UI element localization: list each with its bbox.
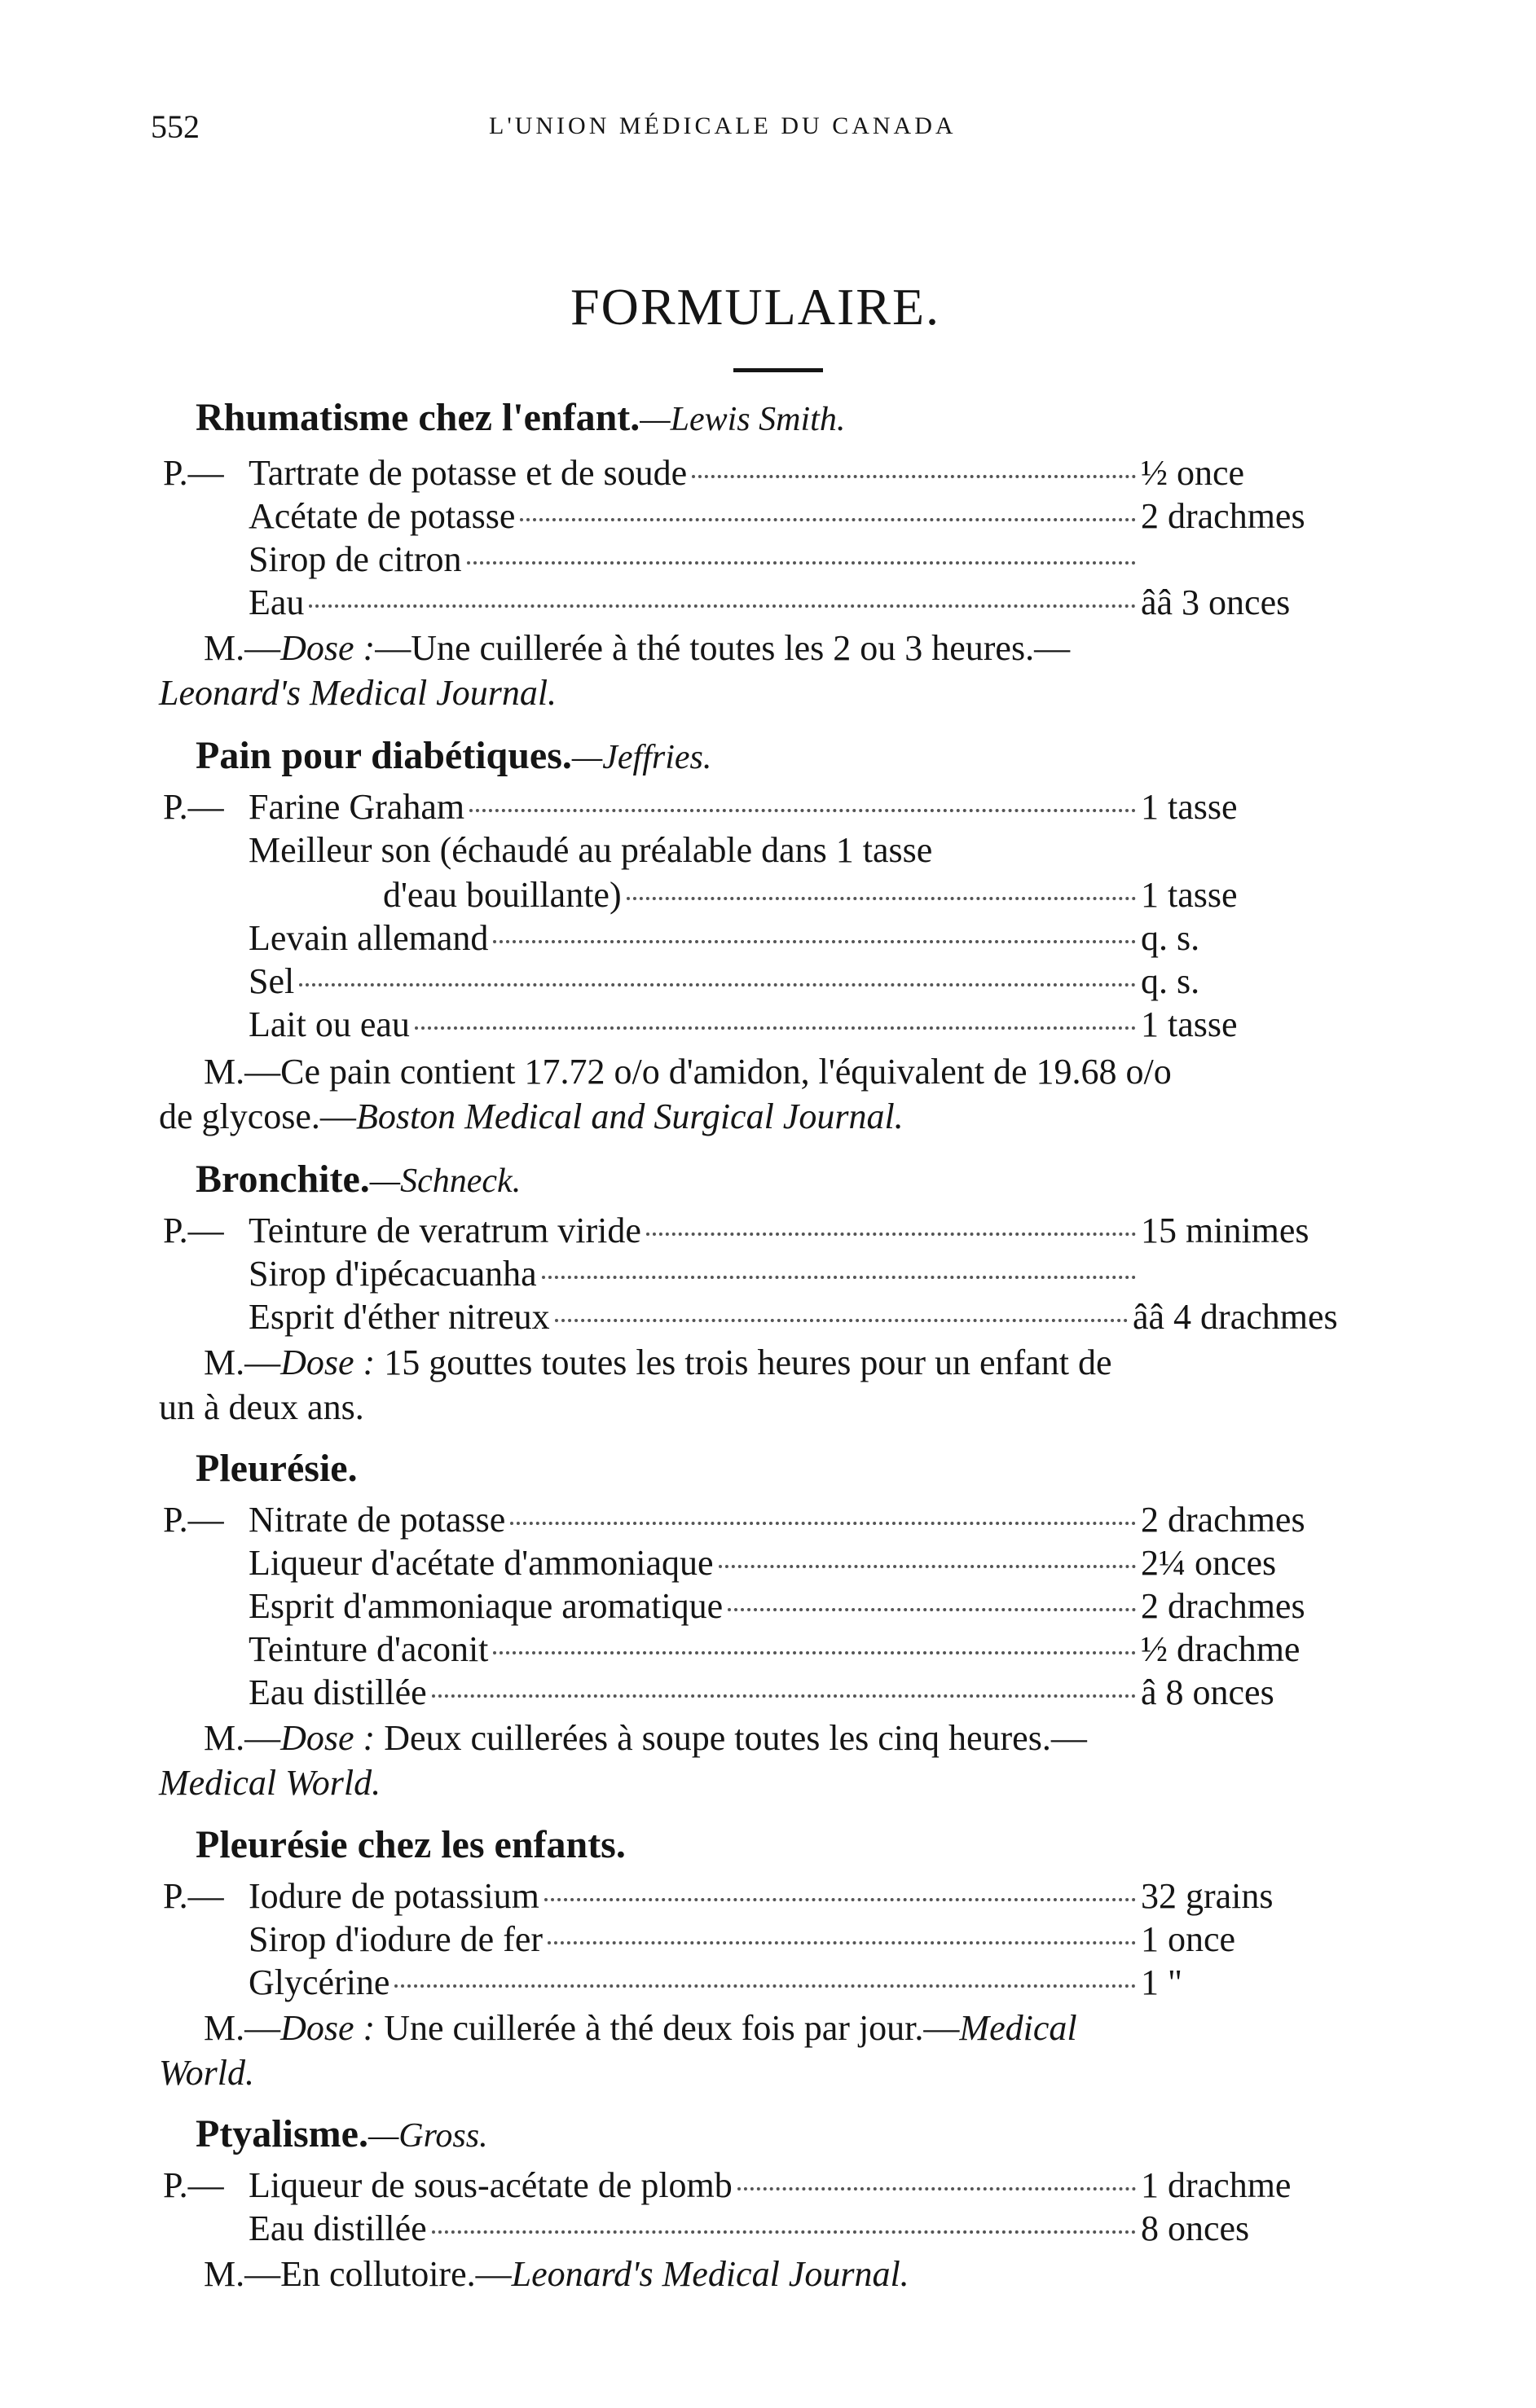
note-text: M.— bbox=[204, 1342, 281, 1382]
ingredient-row bbox=[163, 1875, 1345, 1921]
formula-note bbox=[159, 1096, 904, 1137]
formula-note bbox=[159, 2052, 254, 2094]
ingredient-name: Sel bbox=[249, 961, 295, 1001]
ingredient-qty: 2 drachmes bbox=[1141, 496, 1305, 536]
ingredient-row bbox=[163, 1004, 1345, 1049]
ingredient-name: Lait ou eau bbox=[249, 1004, 410, 1044]
dot-leader bbox=[415, 1026, 1136, 1030]
ingredient-qty: 8 onces bbox=[1141, 2208, 1250, 2248]
note-text: M.— bbox=[204, 628, 281, 668]
note-text: Une cuillerée à thé deux fois par jour.— bbox=[375, 2008, 960, 2048]
ingredient-qty: ââ 4 drachmes bbox=[1133, 1297, 1338, 1337]
ingredient-name: Farine Graham bbox=[249, 787, 465, 827]
note-text: M.— bbox=[204, 1718, 281, 1758]
ingredient-name: Tartrate de potasse et de soude bbox=[249, 453, 688, 493]
ingredient-name: Eau distillée bbox=[249, 2208, 427, 2248]
ingredient-name: Glycérine bbox=[249, 1962, 390, 2002]
ingredient-name: Teinture de veratrum viride bbox=[249, 1211, 641, 1250]
ingredient-qty: 1 tasse bbox=[1141, 1004, 1238, 1044]
dot-leader bbox=[542, 1276, 1136, 1279]
ingredient-row bbox=[163, 917, 1345, 963]
formula-note bbox=[159, 1762, 381, 1804]
formula-note bbox=[204, 2007, 1077, 2049]
dot-leader bbox=[493, 1651, 1136, 1654]
ingredient-name: Acétate de potasse bbox=[249, 496, 516, 536]
dot-leader bbox=[728, 1608, 1136, 1611]
title-rule bbox=[733, 368, 823, 372]
formula-note bbox=[204, 1051, 1172, 1092]
dot-leader bbox=[692, 475, 1136, 478]
ingredient-name: Eau distillée bbox=[249, 1672, 427, 1712]
running-title: L'UNION MÉDICALE DU CANADA bbox=[489, 112, 957, 139]
ingredient-name: Sirop de citron bbox=[249, 539, 462, 579]
ingredient-row bbox=[163, 2164, 1345, 2210]
ingredient-row bbox=[163, 1962, 1345, 2007]
dot-leader bbox=[309, 604, 1136, 608]
ingredient-row bbox=[163, 1253, 1345, 1298]
ingredient-name: Iodure de potassium bbox=[249, 1876, 539, 1916]
formula-note bbox=[204, 1717, 1087, 1759]
ingredient-name: Esprit d'ammoniaque aromatique bbox=[249, 1586, 724, 1626]
section-title bbox=[196, 2111, 488, 2156]
dot-leader bbox=[469, 809, 1136, 812]
ingredient-qty: 1 drachme bbox=[1141, 2165, 1292, 2205]
section-author: —Lewis Smith. bbox=[640, 401, 846, 438]
row-prefix: P.— bbox=[163, 1211, 224, 1250]
ingredient-qty: 1 tasse bbox=[1141, 875, 1238, 915]
section-title bbox=[196, 733, 711, 778]
dot-leader bbox=[627, 897, 1136, 900]
section-heading: Pleurésie. bbox=[196, 1447, 358, 1490]
note-italic: Dose : bbox=[280, 628, 376, 668]
note-text: 15 gouttes toutes les trois heures pour un enfant de bbox=[375, 1342, 1112, 1382]
ingredient-qty: 1 once bbox=[1141, 1919, 1236, 1959]
note-text: M.—Ce pain contient 17.72 o/o d'amidon, l'équivalent de 19.68 o/o bbox=[204, 1052, 1172, 1092]
row-prefix: P.— bbox=[163, 1876, 224, 1916]
ingredient-row bbox=[163, 786, 1345, 832]
ingredient-qty: ½ once bbox=[1141, 453, 1245, 493]
note-source: Medical bbox=[959, 2008, 1077, 2048]
ingredient-qty: 15 minimes bbox=[1141, 1211, 1309, 1250]
page-number: 552 bbox=[151, 108, 200, 145]
ingredient-qty: 32 grains bbox=[1141, 1876, 1274, 1916]
ingredient-qty: q. s. bbox=[1141, 961, 1200, 1001]
formula-note bbox=[159, 672, 557, 714]
ingredient-name: Sirop d'iodure de fer bbox=[249, 1919, 544, 1959]
ingredient-qty: 1 " bbox=[1141, 1962, 1182, 2002]
note-source: Leonard's Medical Journal. bbox=[159, 673, 557, 713]
ingredient-row bbox=[163, 1210, 1345, 1255]
dot-leader bbox=[520, 518, 1136, 521]
dot-leader bbox=[432, 2230, 1136, 2234]
ingredient-qty: 2 drachmes bbox=[1141, 1586, 1305, 1626]
dot-leader bbox=[299, 983, 1136, 986]
note-text: un à deux ans. bbox=[159, 1387, 364, 1427]
section-title bbox=[196, 395, 845, 440]
dot-leader bbox=[467, 561, 1136, 565]
ingredient-name: Esprit d'éther nitreux bbox=[249, 1297, 550, 1337]
ingredient-row bbox=[163, 874, 1345, 920]
note-text: M.— bbox=[204, 2008, 281, 2048]
section-heading: Pleurésie chez les enfants. bbox=[196, 1823, 626, 1866]
ingredient-qty: â 8 onces bbox=[1141, 1672, 1274, 1712]
ingredient-row bbox=[163, 582, 1345, 627]
ingredient-row bbox=[163, 1542, 1345, 1588]
ingredient-qty: 2¼ onces bbox=[1141, 1543, 1277, 1583]
formula-note bbox=[204, 1342, 1111, 1383]
formula-note bbox=[204, 627, 1070, 669]
ingredient-name: Liqueur d'acétate d'ammoniaque bbox=[249, 1543, 714, 1583]
row-prefix: P.— bbox=[163, 2165, 224, 2205]
ingredient-name: Teinture d'aconit bbox=[249, 1629, 489, 1669]
dot-leader bbox=[493, 940, 1136, 943]
note-text: M.—En collutoire.— bbox=[204, 2254, 512, 2294]
formula-note bbox=[204, 2253, 909, 2295]
ingredient-name: Sirop d'ipécacuanha bbox=[249, 1254, 537, 1294]
section-author: —Jeffries. bbox=[571, 739, 712, 776]
section-title bbox=[196, 1822, 626, 1867]
dot-leader bbox=[544, 1898, 1136, 1901]
row-prefix: P.— bbox=[163, 787, 224, 827]
section-heading: Pain pour diabétiques. bbox=[196, 734, 572, 777]
section-author: —Schneck. bbox=[369, 1162, 522, 1200]
section-title bbox=[196, 1446, 358, 1491]
ingredient-name: Nitrate de potasse bbox=[249, 1500, 506, 1540]
ingredient-qty: ½ drachme bbox=[1141, 1629, 1301, 1669]
dot-leader bbox=[555, 1319, 1128, 1322]
ingredient-row bbox=[163, 1918, 1345, 1964]
note-italic: Dose : bbox=[280, 1342, 376, 1382]
formula-note bbox=[159, 1386, 364, 1428]
ingredient-name: Levain allemand bbox=[249, 918, 489, 958]
dot-leader bbox=[737, 2187, 1136, 2190]
row-prefix: P.— bbox=[163, 1500, 224, 1540]
ingredient-name: Liqueur de sous-acétate de plomb bbox=[249, 2165, 733, 2205]
ingredient-qty: 1 tasse bbox=[1141, 787, 1238, 827]
section-heading: Ptyalisme. bbox=[196, 2112, 368, 2155]
ingredient-qty: q. s. bbox=[1141, 918, 1200, 958]
ingredient-row bbox=[163, 452, 1345, 498]
note-italic: Dose : bbox=[280, 2008, 376, 2048]
ingredient-name: Eau bbox=[249, 582, 305, 622]
note-source: Medical World. bbox=[159, 1763, 381, 1803]
ingredient-row bbox=[163, 960, 1345, 1006]
row-prefix: P.— bbox=[163, 453, 224, 493]
ingredient-name: Meilleur son (échaudé au préalable dans 1 tasse bbox=[249, 830, 933, 870]
note-text: de glycose.— bbox=[159, 1096, 356, 1136]
ingredient-row bbox=[163, 1296, 1345, 1342]
note-text: Deux cuillerées à soupe toutes les cinq heures.— bbox=[375, 1718, 1087, 1758]
note-source: Leonard's Medical Journal. bbox=[511, 2254, 909, 2294]
ingredient-qty: ââ 3 onces bbox=[1141, 582, 1291, 622]
section-title bbox=[196, 1157, 521, 1202]
section-heading: Rhumatisme chez l'enfant. bbox=[196, 396, 640, 439]
dot-leader bbox=[548, 1941, 1136, 1944]
ingredient-row bbox=[163, 2208, 1345, 2253]
note-text: —Une cuillerée à thé toutes les 2 ou 3 heures.— bbox=[375, 628, 1071, 668]
note-source: World. bbox=[159, 2053, 254, 2093]
ingredient-row bbox=[163, 1585, 1345, 1631]
section-heading: Bronchite. bbox=[196, 1158, 370, 1201]
note-italic: Dose : bbox=[280, 1718, 376, 1758]
ingredient-name: d'eau bouillante) bbox=[383, 875, 622, 915]
ingredient-row bbox=[163, 1499, 1345, 1545]
dot-leader bbox=[510, 1522, 1136, 1525]
dot-leader bbox=[432, 1694, 1136, 1698]
section-author: —Gross. bbox=[367, 2117, 488, 2155]
ingredient-row bbox=[163, 538, 1345, 584]
dot-leader bbox=[719, 1565, 1137, 1568]
page-title: FORMULAIRE. bbox=[570, 278, 941, 336]
ingredient-row bbox=[163, 495, 1345, 541]
ingredient-row bbox=[163, 1672, 1345, 1717]
dot-leader bbox=[394, 1984, 1136, 1988]
dot-leader bbox=[646, 1233, 1136, 1236]
ingredient-row bbox=[163, 1628, 1345, 1674]
ingredient-qty: 2 drachmes bbox=[1141, 1500, 1305, 1540]
note-source: Boston Medical and Surgical Journal. bbox=[355, 1096, 904, 1136]
